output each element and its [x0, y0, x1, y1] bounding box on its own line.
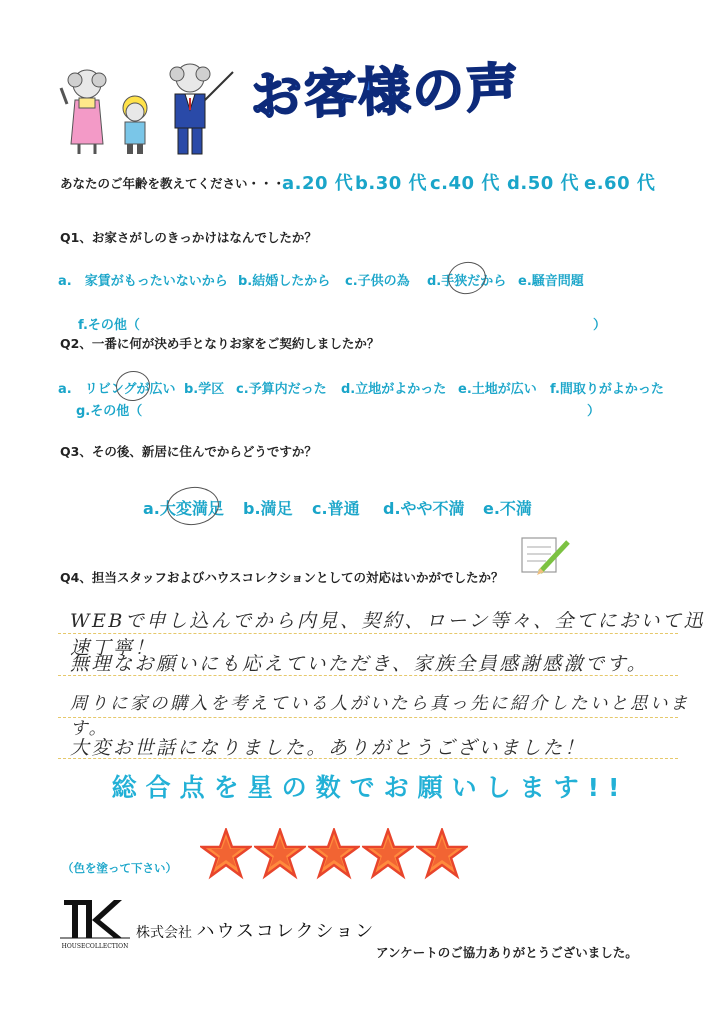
q2-option-d[interactable]: d.立地がよかった: [341, 382, 447, 397]
q3-option-a[interactable]: a.大変満足: [143, 499, 224, 518]
mascot-illustration: [55, 58, 245, 158]
page-title: お客様の声: [249, 58, 522, 128]
rating-note: （色を塗って下さい）: [62, 861, 177, 875]
q4-answer-line-3: 周りに家の購入を考えている人がいたら真っ先に紹介したいと思います。: [70, 694, 690, 739]
q3-option-e[interactable]: e.不満: [483, 499, 532, 518]
q2-other-close: ）: [587, 404, 601, 419]
company-name: [136, 917, 375, 943]
rating-star-5[interactable]: [416, 828, 468, 880]
age-option-d[interactable]: d.50 代: [507, 173, 580, 194]
company-prefix: 株式会社: [136, 925, 192, 941]
q1-option-a[interactable]: a. 家賃がもったいないから: [58, 274, 228, 289]
q1-other-label[interactable]: f.その他（: [78, 318, 140, 333]
logo-text: HOUSECOLLECTION: [61, 943, 129, 950]
company-logo: [60, 898, 130, 954]
q3-question: Q3、その後、新居に住んでからどうですか？: [60, 444, 317, 459]
mascot-man: [170, 64, 233, 154]
q4-answer-line-1: WEBで申し込んでから内見、契約、ローン等々、全てにおいて迅速丁寧！: [70, 610, 705, 659]
q4-answer-line-2: 無理なお願いにも応えていただき、家族全員感謝感激です。: [70, 653, 649, 675]
age-option-b[interactable]: b.30 代: [355, 173, 428, 194]
mascot-girl: [61, 70, 106, 154]
q4-answer-line-4: 大変お世話になりました。ありがとうございました！: [70, 737, 587, 759]
age-option-e[interactable]: e.60 代: [584, 173, 656, 194]
q1-option-e[interactable]: e.騒音問題: [518, 274, 584, 289]
q2-option-c[interactable]: c.予算内だった: [236, 382, 327, 397]
q3-option-d[interactable]: d.やや不満: [383, 499, 465, 518]
q2-option-b[interactable]: b.学区: [184, 382, 225, 397]
q1-option-c[interactable]: c.子供の為: [345, 274, 410, 289]
q2-option-a[interactable]: a. リビングが広い: [58, 382, 176, 397]
q2-option-e[interactable]: e.土地が広い: [458, 382, 537, 397]
rating-star-4[interactable]: [362, 828, 414, 880]
rating-star-2[interactable]: [254, 828, 306, 880]
q3-option-c[interactable]: c.普通: [312, 499, 360, 518]
q1-option-b[interactable]: b.結婚したから: [238, 274, 331, 289]
q2-option-f[interactable]: f.間取りがよかった: [550, 382, 664, 397]
rating-prompt: 総合点を星の数でお願いします!!: [111, 773, 629, 802]
q1-option-d[interactable]: d.手狭だから: [427, 274, 507, 289]
q2-question: Q2、一番に何が決め手となりお家をご契約しましたか？: [60, 336, 380, 351]
company-name-main: ハウスコレクション: [196, 921, 376, 942]
q1-other-close: ）: [593, 318, 607, 333]
q2-other-label[interactable]: g.その他（: [76, 404, 143, 419]
q1-selection-circle: [446, 259, 489, 297]
rating-star-1[interactable]: [200, 828, 252, 880]
q4-question: Q4、担当スタッフおよびハウスコレクションとしての対応はいかがでしたか？: [60, 570, 504, 585]
age-option-c[interactable]: c.40 代: [430, 173, 500, 194]
q3-option-b[interactable]: b.満足: [243, 499, 293, 518]
q1-question: Q1、お家さがしのきっかけはなんでしたか？: [60, 230, 317, 245]
q3-selection-circle: [165, 484, 221, 527]
age-option-a[interactable]: a.20 代: [282, 173, 354, 194]
thanks-message: アンケートのご協力ありがとうございました。: [376, 945, 638, 960]
mascot-child: [123, 96, 147, 154]
memo-pencil-icon: [518, 534, 572, 578]
age-question: あなたのご年齢を教えてください・・・: [60, 176, 286, 191]
rating-star-3[interactable]: [308, 828, 360, 880]
q2-selection-circle: [114, 369, 152, 403]
